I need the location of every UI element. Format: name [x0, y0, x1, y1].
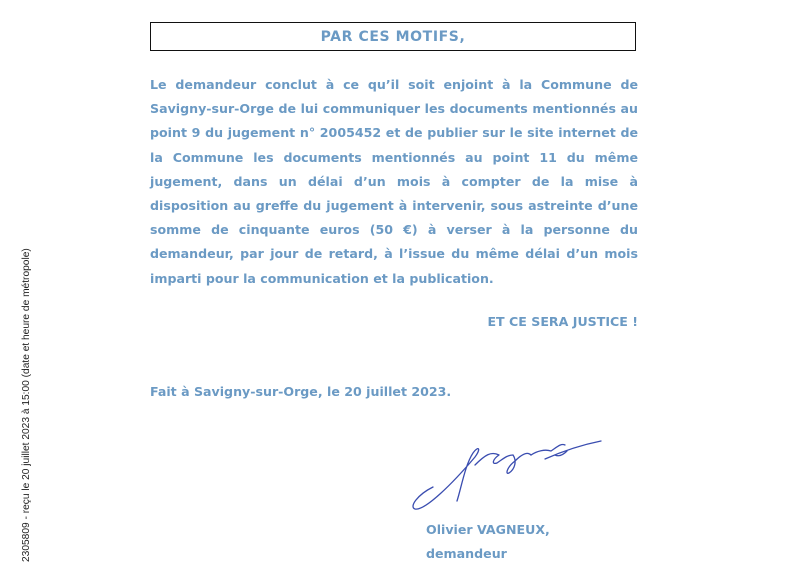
receipt-stamp: 2305809 - reçu le 20 juillet 2023 à 15:00 (date et heure de métropole): [21, 248, 32, 562]
closing-formula: ET CE SERA JUSTICE !: [487, 314, 638, 329]
section-heading: PAR CES MOTIFS,: [150, 22, 636, 51]
place-and-date: Fait à Savigny-sur-Orge, le 20 juillet 2023.: [150, 384, 452, 399]
conclusion-paragraph: Le demandeur conclut à ce qu’il soit enjoint à la Commune de Savigny-sur-Orge de lui communiquer les documents mentionnés au point 9 du jugement n° 2005452 et de publier sur le site internet de la Commune les documents mentionnés au point 11 du même jugement, dans un délai d’un mois à compter de la mise à disposition au greffe du jugement à intervenir, sous astreinte d’une somme de cinquante euros (50 €) à verser à la personne du demandeur, par jour de retard, à l’issue du même délai d’un mois imparti pour la communication et la publication.: [150, 77, 638, 286]
signer-role: demandeur: [426, 546, 507, 561]
signer-name: Olivier VAGNEUX,: [426, 522, 550, 537]
handwritten-signature: [395, 425, 610, 520]
